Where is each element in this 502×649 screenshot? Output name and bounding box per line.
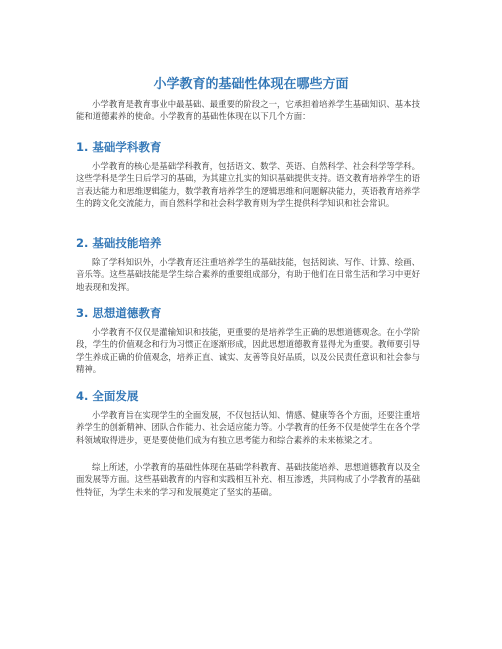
section-body-4: 小学教育旨在实现学生的全面发展，不仅包括认知、情感、健康等各个方面，还要注重培养学生的创新精神、团队合作能力、社会适应能力等。小学教育的任务不仅是使学生在各个学科领域取得进步，更是要使他们成为有独立思考能力和综合素养的未来栋梁之才。 [76, 410, 420, 445]
document-title: 小学教育的基础性体现在哪些方面 [153, 77, 349, 92]
section-heading-3: 3. 思想道德教育 [76, 306, 162, 320]
section-body-3: 小学教育不仅仅是灌输知识和技能，更重要的是培养学生正确的思想道德观念。在小学阶段，学生的价值观念和行为习惯正在逐渐形成，因此思想道德教育显得尤为重要。教师要引导学生养成正确的价值观念，培养正直、诚实、友善等良好品质，以及公民责任意识和社会参与精神。 [76, 327, 420, 375]
conclusion-paragraph: 综上所述，小学教育的基础性体现在基础学科教育、基础技能培养、思想道德教育以及全面发展等方面。这些基础教育的内容和实践相互补充、相互渗透，共同构成了小学教育的基础性特征，为学生未来的学习和发展奠定了坚实的基础。 [76, 462, 420, 497]
section-heading-2: 2. 基础技能培养 [76, 236, 162, 250]
section-heading-1: 1. 基础学科教育 [76, 140, 162, 154]
intro-paragraph: 小学教育是教育事业中最基础、最重要的阶段之一，它承担着培养学生基础知识、基本技能和道德素养的使命。小学教育的基础性体现在以下几个方面： [76, 99, 420, 122]
section-body-1: 小学教育的核心是基础学科教育，包括语文、数学、英语、自然科学、社会科学等学科。这些学科是学生日后学习的基础，为其建立扎实的知识基础提供支持。语文教育培养学生的语言表达能力和思维逻辑能力，数学教育培养学生的逻辑思维和问题解决能力，英语教育培养学生的跨文化交流能力，而自然科学和社会科学教育则为学生提供科学知识和社会常识。 [76, 161, 420, 209]
section-heading-4: 4. 全面发展 [76, 389, 139, 403]
section-body-2: 除了学科知识外，小学教育还注重培养学生的基础技能，包括阅读、写作、计算、绘画、音乐等。这些基础技能是学生综合素养的重要组成部分，有助于他们在日常生活和学习中更好地表现和发挥。 [76, 257, 420, 292]
